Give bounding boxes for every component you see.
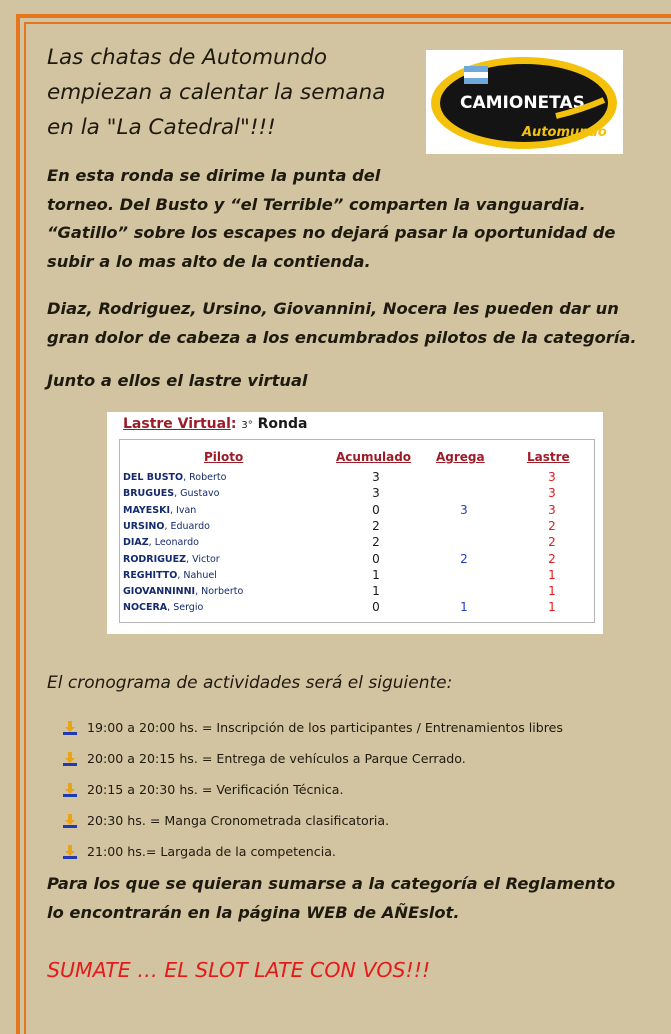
piloto-last: MAYESKI bbox=[123, 504, 171, 516]
header-agrega: Agrega bbox=[436, 450, 485, 464]
acumulado-value: 1 bbox=[372, 567, 380, 582]
lastre-title-colon: : bbox=[230, 416, 237, 432]
piloto-name bbox=[123, 554, 220, 565]
down-arrow-bullet-icon bbox=[63, 814, 77, 828]
lastre-value: 1 bbox=[548, 600, 556, 615]
piloto-last: URSINO bbox=[123, 520, 165, 532]
headline-line-3: en la "La Catedral"!!! bbox=[47, 115, 276, 140]
schedule-item bbox=[63, 836, 663, 867]
lastre-value: 2 bbox=[548, 535, 556, 550]
piloto-first: , Norberto bbox=[195, 586, 244, 598]
schedule-title: El cronograma de actividades será el siguiente: bbox=[47, 673, 453, 693]
lastre-row bbox=[123, 568, 583, 584]
piloto-name bbox=[123, 472, 226, 483]
piloto-name bbox=[123, 586, 243, 597]
acumulado-value: 3 bbox=[372, 486, 380, 501]
piloto-last: DEL BUSTO bbox=[123, 472, 184, 483]
acumulado-value: 2 bbox=[372, 535, 380, 550]
lastre-title-round-num: 3° bbox=[241, 420, 253, 431]
piloto-first: , Nahuel bbox=[177, 569, 217, 581]
schedule-list bbox=[63, 712, 663, 867]
down-arrow-bullet-icon bbox=[63, 783, 77, 797]
reglamento-paragraph bbox=[47, 870, 647, 927]
intro-line-4: subir a lo mas alto de la contienda. bbox=[47, 251, 371, 271]
header-lastre: Lastre bbox=[527, 450, 570, 464]
acumulado-value: 2 bbox=[372, 518, 380, 533]
headline bbox=[47, 40, 407, 145]
lastre-row bbox=[123, 600, 583, 616]
header-acumulado: Acumulado bbox=[336, 450, 412, 464]
down-arrow-bullet-icon bbox=[63, 752, 77, 766]
header-piloto: Piloto bbox=[204, 450, 244, 464]
intro-line-1: En esta ronda se dirime la punta del bbox=[47, 166, 381, 185]
slogan: SUMATE … EL SLOT LATE CON VOS!!! bbox=[47, 958, 431, 982]
lastre-intro: Junto a ellos el lastre virtual bbox=[47, 371, 308, 390]
lastre-value: 3 bbox=[548, 486, 556, 501]
contenders-paragraph bbox=[47, 295, 647, 352]
intro-line-2: torneo. Del Busto y “el Terrible” comparten la vanguardia. bbox=[47, 194, 586, 214]
lastre-value: 3 bbox=[548, 502, 556, 517]
lastre-table-image bbox=[107, 412, 603, 634]
piloto-last: NOCERA bbox=[123, 602, 168, 614]
piloto-name bbox=[123, 521, 210, 532]
schedule-item-text: 20:15 a 20:30 hs. = Verificación Técnica. bbox=[87, 782, 344, 797]
schedule-item bbox=[63, 805, 663, 836]
lastre-row bbox=[123, 519, 583, 535]
lastre-title-underlined: Lastre Virtual bbox=[123, 416, 231, 432]
schedule-item-text: 20:00 a 20:15 hs. = Entrega de vehículos a Parque Cerrado. bbox=[87, 751, 466, 766]
piloto-name bbox=[123, 570, 217, 581]
schedule-item bbox=[63, 712, 663, 743]
piloto-first: , Sergio bbox=[167, 602, 204, 614]
piloto-last: DIAZ bbox=[123, 537, 149, 549]
lastre-value: 2 bbox=[548, 551, 556, 566]
lastre-row bbox=[123, 470, 583, 486]
down-arrow-bullet-icon bbox=[63, 845, 77, 859]
lastre-row bbox=[123, 584, 583, 600]
schedule-item bbox=[63, 743, 663, 774]
lastre-title-round: Ronda bbox=[257, 416, 308, 432]
lastre-value: 3 bbox=[548, 470, 556, 484]
piloto-first: , Leonardo bbox=[148, 537, 199, 549]
acumulado-value: 3 bbox=[372, 470, 380, 484]
intro-paragraph bbox=[47, 162, 647, 276]
piloto-name bbox=[123, 537, 199, 548]
piloto-last: RODRIGUEZ bbox=[123, 553, 187, 565]
piloto-first: , Gustavo bbox=[174, 488, 220, 500]
reglamento-line-1: Para los que se quieran sumarse a la categoría el Reglamento bbox=[47, 874, 616, 893]
camionetas-logo bbox=[426, 50, 623, 154]
piloto-first: , Ivan bbox=[170, 504, 197, 516]
reglamento-line-2: lo encontrarán en la página WEB de AÑEslot. bbox=[47, 902, 460, 922]
schedule-item bbox=[63, 774, 663, 805]
schedule-item-text: 21:00 hs.= Largada de la competencia. bbox=[87, 844, 336, 859]
lastre-row bbox=[123, 503, 583, 519]
camionetas-logo-graphic bbox=[426, 50, 623, 154]
agrega-value: 1 bbox=[460, 600, 468, 615]
piloto-first: , Roberto bbox=[183, 472, 227, 483]
piloto-first: , Victor bbox=[186, 553, 220, 565]
piloto-name bbox=[123, 505, 196, 516]
lastre-row bbox=[123, 535, 583, 551]
piloto-name bbox=[123, 602, 203, 613]
piloto-name bbox=[123, 488, 219, 499]
contenders-line-2: gran dolor de cabeza a los encumbrados pilotos de la categoría. bbox=[47, 327, 637, 347]
schedule-item-text: 20:30 hs. = Manga Cronometrada clasificatoria. bbox=[87, 813, 390, 828]
logo-sub-text: Automundo bbox=[522, 125, 607, 140]
piloto-last: BRUGUES bbox=[123, 488, 175, 500]
lastre-title bbox=[123, 416, 307, 432]
intro-line-3: “Gatillo” sobre los escapes no dejará pasar la oportunidad de bbox=[47, 223, 616, 242]
lastre-value: 1 bbox=[548, 584, 556, 599]
acumulado-value: 0 bbox=[372, 502, 380, 517]
lastre-value: 2 bbox=[548, 518, 556, 533]
acumulado-value: 0 bbox=[372, 551, 380, 566]
down-arrow-bullet-icon bbox=[63, 721, 77, 735]
acumulado-value: 0 bbox=[372, 600, 380, 615]
agrega-value: 2 bbox=[460, 551, 468, 566]
headline-line-2: empiezan a calentar la semana bbox=[47, 80, 386, 105]
logo-main-text: CAMIONETAS bbox=[460, 93, 585, 113]
piloto-first: , Eduardo bbox=[164, 520, 210, 532]
lastre-row bbox=[123, 552, 583, 568]
lastre-value: 1 bbox=[548, 567, 556, 582]
contenders-line-1: Diaz, Rodriguez, Ursino, Giovannini, Nocera les pueden dar un bbox=[47, 299, 619, 318]
piloto-last: REGHITTO bbox=[123, 569, 178, 581]
agrega-value: 3 bbox=[460, 502, 468, 517]
lastre-row bbox=[123, 486, 583, 502]
schedule-item-text: 19:00 a 20:00 hs. = Inscripción de los participantes / Entrenamientos libres bbox=[87, 720, 563, 735]
acumulado-value: 1 bbox=[372, 584, 380, 599]
piloto-last: GIOVANNINNI bbox=[123, 586, 196, 598]
headline-line-1: Las chatas de Automundo bbox=[47, 45, 328, 70]
